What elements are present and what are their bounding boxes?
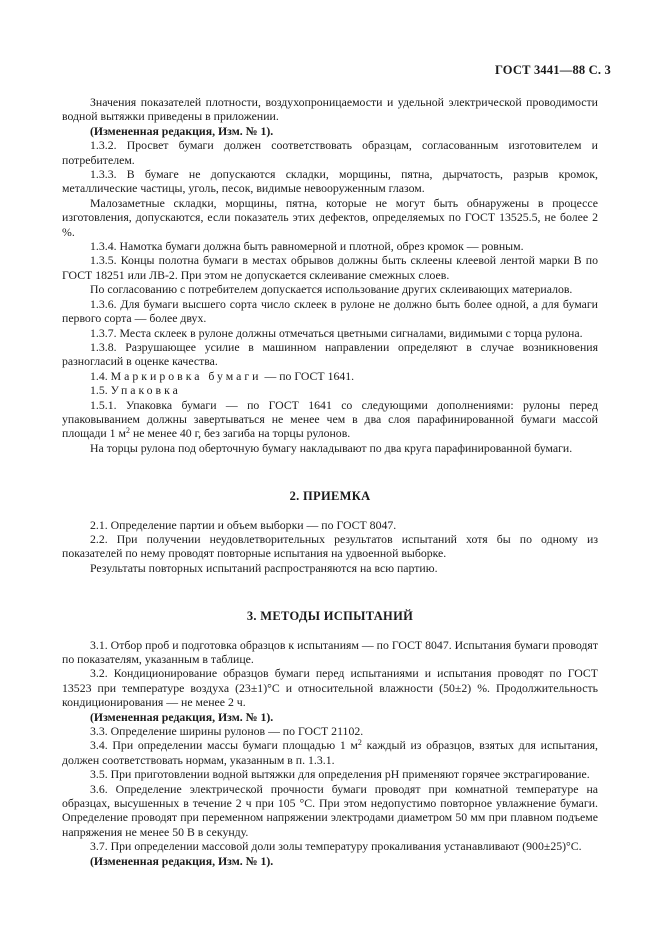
amendment-note: (Измененная редакция, Изм. № 1). bbox=[90, 709, 274, 724]
paragraph: 3.5. При приготовлении водной вытяжки для определения рН применяют горячее экстрагирование. bbox=[90, 767, 590, 782]
paragraph-packing bbox=[62, 383, 598, 397]
paragraph: 2.1. Определение партии и объем выборки — по ГОСТ 8047. bbox=[90, 517, 397, 532]
spaced-heading: Упаковка bbox=[110, 383, 181, 398]
section-title: 3. МЕТОДЫ ИСПЫТАНИЙ bbox=[246, 609, 414, 624]
paragraph: 1.3.6. Для бумаги высшего сорта число склеек в рулоне не должно быть более одной, а для бумаги первого сорта — более двух. bbox=[62, 296, 598, 326]
paragraph: 3.3. Определение ширины рулонов — по ГОСТ 21102. bbox=[90, 724, 364, 739]
paragraph: 1.3.5. Концы полотна бумаги в местах обрывов должны быть склеены клеевой лентой марки В по ГОСТ 18251 или ЛВ-2. При этом не допускается склеивание смежных слоев. bbox=[62, 253, 598, 282]
document-body bbox=[62, 95, 598, 868]
paragraph: На торцы рулона под оберточную бумагу накладывают по два круга парафинированной бумаги. bbox=[90, 440, 573, 455]
paragraph: 2.2. При получении неудовлетворительных результатов испытаний хотя бы по одному из показателей по нему проводят повторные испытания на удвоенной выборке. bbox=[62, 531, 598, 561]
amendment-note: (Измененная редакция, Изм. № 1). bbox=[90, 853, 274, 868]
paragraph: По согласованию с потребителем допускается использование других склеивающих материалов. bbox=[90, 282, 573, 297]
paragraph-marking bbox=[62, 369, 598, 383]
paragraph: Результаты повторных испытаний распространяются на всю партию. bbox=[90, 560, 438, 575]
clause-number: 1.5. bbox=[90, 383, 108, 398]
spaced-heading: Маркировка бумаги bbox=[110, 368, 262, 383]
paragraph: 1.5.1. Упаковка бумаги — по ГОСТ 1641 со следующими дополнениями: рулоны перед упаковыванием должны завертываться не менее чем в два слоя парафинированной бумаги массой площади 1 $м^2$ не менее 40 г, без загиба на торцы рулонов. bbox=[62, 397, 598, 441]
paragraph: Малозаметные складки, морщины, пятна, которые не могут быть обнаружены в процессе изготовления, допускаются, если показатель этих дефектов, определяемых по ГОСТ 13525.5, не более 2 %. bbox=[62, 195, 598, 239]
amendment-note: (Измененная редакция, Изм. № 1). bbox=[90, 123, 274, 138]
paragraph: 3.4. При определении массы бумаги площадью 1 $м^2$ каждый из образцов, взятых для испытания, должен соответствовать нормам, указанным в п. 1.3.1. bbox=[62, 738, 598, 767]
paragraph: 1.3.4. Намотка бумаги должна быть равномерной и плотной, обрез кромок — ровным. bbox=[90, 239, 524, 254]
clause-number: 1.4. bbox=[90, 368, 108, 383]
page-header: ГОСТ 3441—88 С. 3 bbox=[494, 63, 611, 77]
section-title: 2. ПРИЕМКА bbox=[289, 489, 371, 504]
paragraph: 3.6. Определение электрической прочности бумаги проводят при комнатной температуре на образцах, высушенных в течение 2 ч при 105 °С. При этом недопустимо повторное увлажнение бумаги. Определение проводят при переменном напряжении электродами диаметром 50 мм при плавном подъеме напряжения не менее 50 В в секунду. bbox=[62, 781, 598, 839]
paragraph: Значения показателей плотности, воздухопроницаемости и удельной электрической проводимости водной вытяжки приведены в приложении. bbox=[62, 95, 598, 124]
paragraph: 1.3.2. Просвет бумаги должен соответствовать образцам, согласованным изготовителем и потребителем. bbox=[62, 138, 598, 167]
paragraph: 1.3.3. В бумаге не допускаются складки, морщины, пятна, дырчатость, разрыв кромок, металлические частицы, уголь, песок, видимые невооруженным глазом. bbox=[62, 167, 598, 196]
paragraph: 3.2. Кондиционирование образцов бумаги перед испытаниями и испытания проводят по ГОСТ 13523 при температуре воздуха (23±1)°С и относительной влажности (50±2) %. Продолжительность кондиционирования — не менее 2 ч. bbox=[62, 666, 598, 710]
clause-text: — по ГОСТ 1641. bbox=[261, 368, 355, 383]
paragraph: 1.3.7. Места склеек в рулоне должны отмечаться цветными сигналами, видимыми с торца рулона. bbox=[90, 325, 583, 340]
paragraph: 3.1. Отбор проб и подготовка образцов к испытаниям — по ГОСТ 8047. Испытания бумаги проводят по показателям, указанным в таблице. bbox=[62, 637, 598, 666]
paragraph: 3.7. При определении массовой доли золы температуру прокаливания устанавливают (900±25)°С. bbox=[90, 839, 582, 854]
paragraph: 1.3.8. Разрушающее усилие в машинном направлении определяют в случае возникновения разногласий в оценке качества. bbox=[62, 339, 598, 369]
